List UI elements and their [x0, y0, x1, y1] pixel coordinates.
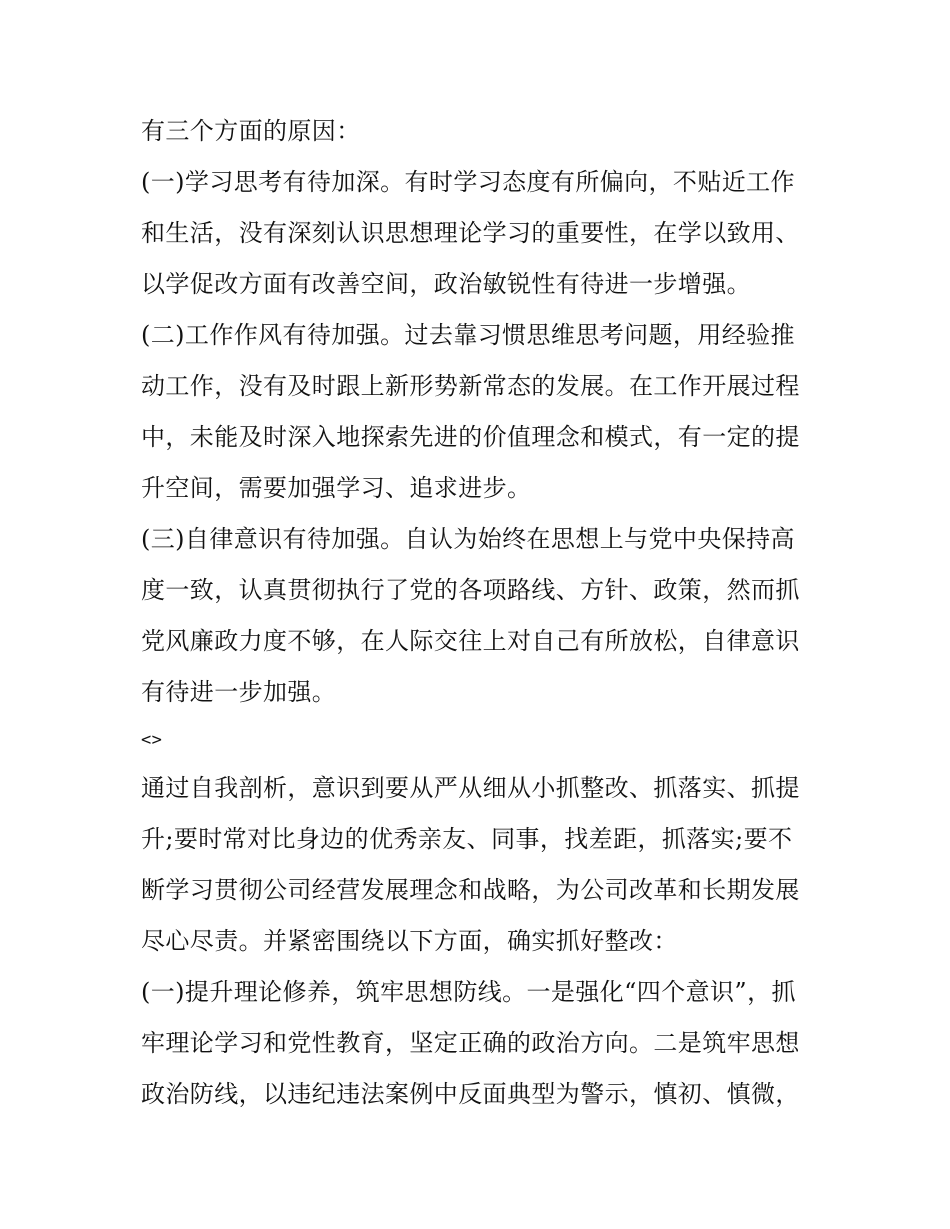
text-line: 尽心尽责。并紧密围绕以下方面，确实抓好整改：: [141, 927, 678, 955]
text-line: 牢理论学习和党性教育，坚定正确的政治方向。二是筑牢思想: [141, 1029, 800, 1057]
text-line: 以学促改方面有改善空间，政治敏锐性有待进一步增强。: [141, 270, 751, 298]
text-line: 动工作，没有及时跟上新形势新常态的发展。在工作开展过程: [141, 372, 800, 400]
text-line: 度一致，认真贯彻执行了党的各项路线、方针、政策，然而抓: [141, 576, 800, 604]
separator-marker: <>: [141, 730, 163, 750]
text-line: 有待进一步加强。: [141, 678, 337, 706]
text-line: 政治防线，以违纪违法案例中反面典型为警示，慎初、慎微，: [141, 1080, 800, 1108]
text-line: 和生活，没有深刻认识思想理论学习的重要性，在学以致用、: [141, 219, 800, 247]
text-line: (二)工作作风有待加强。过去靠习惯思维思考问题，用经验推: [141, 321, 795, 349]
text-line: (一)提升理论修养，筑牢思想防线。一是强化“四个意识”，抓: [141, 978, 796, 1006]
text-line: 升;要时常对比身边的优秀亲友、同事，找差距，抓落实;要不: [141, 825, 793, 853]
document-body: [141, 106, 821, 1120]
text-line: (一)学习思考有待加深。有时学习态度有所偏向，不贴近工作: [141, 168, 795, 196]
text-line: 有三个方面的原因：: [141, 117, 361, 145]
text-line: 党风廉政力度不够，在人际交往上对自己有所放松，自律意识: [141, 627, 800, 655]
text-line: 断学习贯彻公司经营发展理念和战略，为公司改革和长期发展: [141, 876, 800, 904]
text-line: 升空间，需要加强学习、追求进步。: [141, 474, 532, 502]
text-line: 通过自我剖析，意识到要从严从细从小抓整改、抓落实、抓提: [141, 774, 800, 802]
text-line: (三)自律意识有待加强。自认为始终在思想上与党中央保持高: [141, 525, 795, 553]
text-line: 中，未能及时深入地探索先进的价值理念和模式，有一定的提: [141, 423, 800, 451]
